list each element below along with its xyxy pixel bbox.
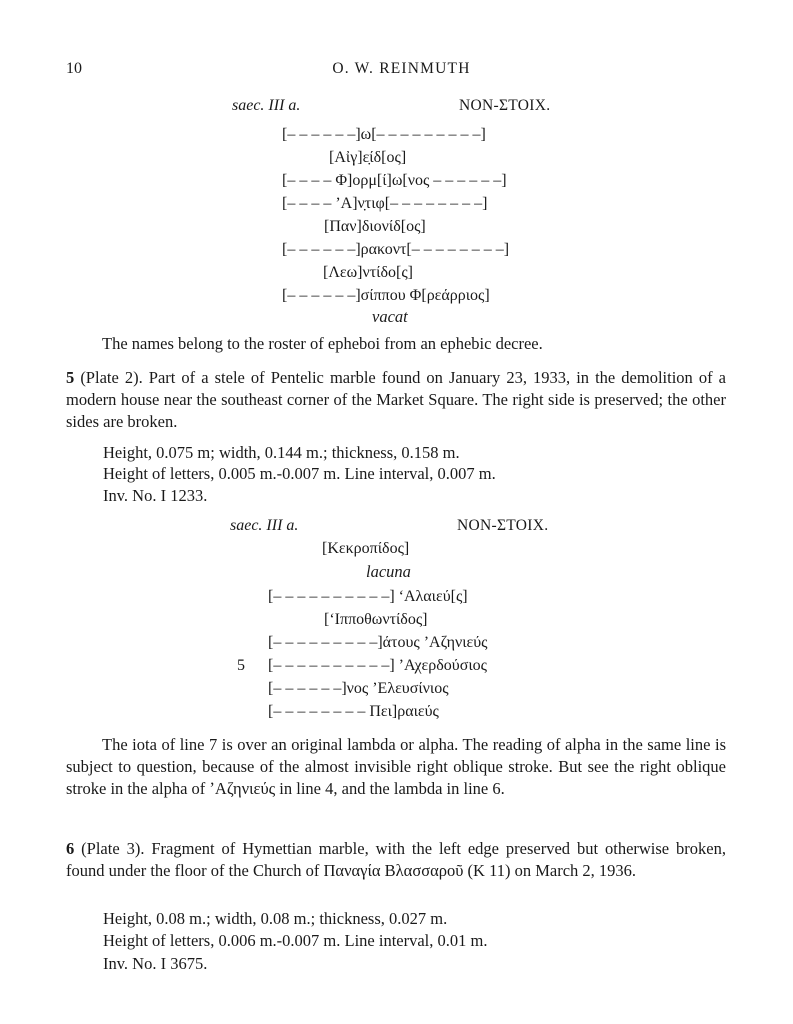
entry-5-description xyxy=(66,367,726,433)
entry-text: (Plate 2). Part of a stele of Pentelic marble found on January 23, 1933, in the demolition of a modern house near the southeast corner of the Market Square. The right side is preserved; the other sides are broken. xyxy=(66,368,726,431)
inscription-line: [– – – – – – – – Πει]ραιεύς xyxy=(268,703,439,720)
inscription-line: [– – – – – –]ρακοντ[– – – – – – – –] xyxy=(282,241,510,258)
inscription-line: [– – – – – –]νος ʼΕλευσίνιος xyxy=(268,680,449,697)
entry-6-dimensions: Height, 0.08 m.; width, 0.08 m.; thickness, 0.027 m. xyxy=(103,909,448,928)
page-number: 10 xyxy=(66,60,82,77)
lacuna-label: lacuna xyxy=(366,562,411,581)
entry-5-commentary: The iota of line 7 is over an original lambda or alpha. The reading of alpha in the same line is subject to question, because of the almost invisible right oblique stroke. But see the right oblique stroke in the alpha of ʼΑζηνιεύς in line 4, and the lambda in line 6. xyxy=(66,735,726,798)
running-head: O. W. REINMUTH xyxy=(332,60,471,77)
inscription-line: [– – – – ʼA]ν̣τιφ[– – – – – – – –] xyxy=(282,195,488,212)
saec-label-2: saec. III a. xyxy=(230,517,299,534)
vacat-label: vacat xyxy=(372,307,408,326)
inscription-line: [– – – – – – – – – –] ʻΑλαιεύ[ς] xyxy=(268,588,468,605)
entry-5-inventory: Inv. No. I 1233. xyxy=(103,486,208,505)
inscription-line: [– – – – – – – – –]άτους ʼΑζηνιεύς xyxy=(268,634,488,651)
roster-note: The names belong to the roster of epheboi from an ephebic decree. xyxy=(102,334,543,353)
entry-number: 5 xyxy=(66,368,75,387)
saec-label-1: saec. III a. xyxy=(232,97,301,114)
non-stoix-label-1: NON-ΣΤΟΙΧ. xyxy=(459,97,551,114)
inscription-line: [ʻΙπποθωντίδος] xyxy=(324,611,428,628)
entry-5-dimensions: Height, 0.075 m; width, 0.144 m.; thickness, 0.158 m. xyxy=(103,443,460,462)
inscription-line: [Λεω]ντίδο[ς] xyxy=(323,264,414,281)
inscription-heading: [Κεκροπίδος] xyxy=(322,540,410,557)
inscription-line: [– – – – – –]ω[– – – – – – – – –] xyxy=(282,126,486,143)
inscription-line: [Παν]διονίδ[ος] xyxy=(324,218,426,235)
entry-number: 6 xyxy=(66,839,75,858)
line-number: 5 xyxy=(237,657,245,674)
inscription-line: [– – – – – –]σίππου Φ[ρεάρριος] xyxy=(282,287,490,304)
entry-6-letter-height: Height of letters, 0.006 m.-0.007 m. Line interval, 0.01 m. xyxy=(103,931,488,950)
entry-6-inventory: Inv. No. I 3675. xyxy=(103,954,208,973)
entry-6-description xyxy=(66,838,726,882)
non-stoix-label-2: NON-ΣΤΟΙΧ. xyxy=(457,517,549,534)
inscription-line: [– – – – – – – – – –] ʼΑχερδούσιος xyxy=(268,657,487,674)
entry-5-letter-height: Height of letters, 0.005 m.-0.007 m. Line interval, 0.007 m. xyxy=(103,464,496,483)
inscription-line: [Αἰγ]ε̣ίδ[ος] xyxy=(329,149,407,166)
entry-text: (Plate 3). Fragment of Hymettian marble, with the left edge preserved but otherwise broken, found under the floor of the Church of Παναγία Βλασσαροῦ (K 11) on March 2, 1936. xyxy=(66,839,726,880)
inscription-line: [– – – – Φ]ορμ[ί]ω[νος – – – – – –] xyxy=(282,172,507,189)
